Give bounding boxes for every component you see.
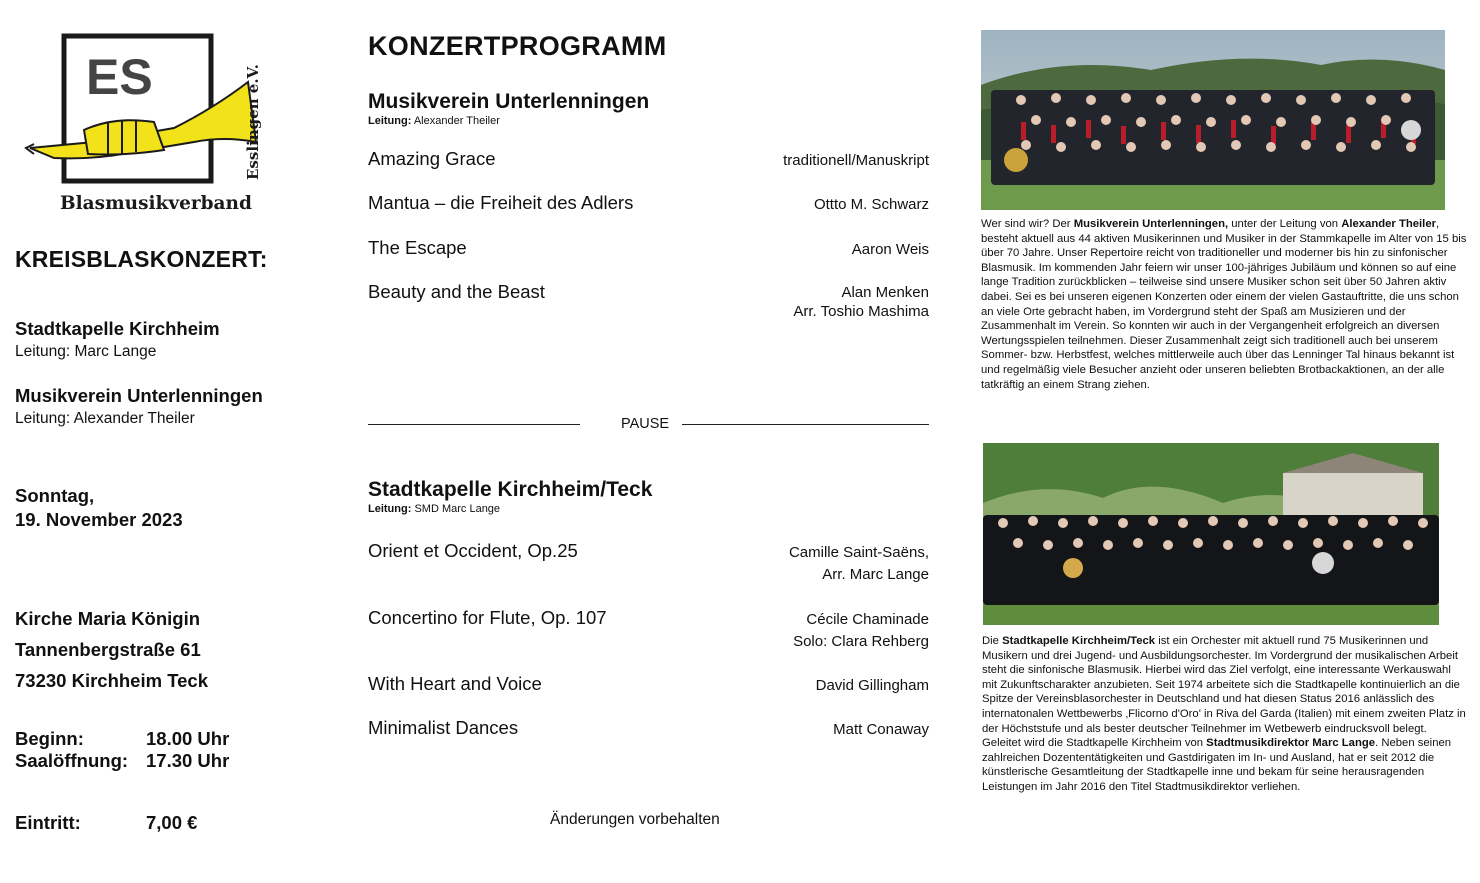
admission	[15, 812, 197, 834]
pause-divider	[368, 414, 929, 436]
concert-date	[15, 484, 183, 532]
date-weekday: Sonntag,	[15, 485, 95, 506]
left-ensemble-2	[15, 385, 263, 428]
venue-street: Tannenbergstraße 61	[15, 639, 201, 660]
venue-city: 73230 Kirchheim Teck	[15, 670, 208, 691]
logo-letters: ES	[86, 49, 153, 105]
saal-value: 17.30 Uhr	[146, 750, 230, 771]
venue-address	[15, 603, 208, 696]
left-ensemble-name: Stadtkapelle Kirchheim	[15, 318, 220, 339]
eintritt-label: Eintritt:	[15, 812, 81, 833]
piece-title: Minimalist Dances	[368, 717, 519, 738]
date-day: 19. November 2023	[15, 509, 183, 530]
eintritt-value: 7,00 €	[146, 812, 198, 833]
program-title: KONZERTPROGRAMM	[368, 31, 667, 61]
beginn-label: Beginn:	[15, 728, 84, 749]
beginn-value: 18.00 Uhr	[146, 728, 230, 749]
part1-leitung: Leitung: Alexander Theiler	[368, 115, 500, 127]
left-ensemble-leader: Leitung: Alexander Theiler	[15, 410, 195, 427]
group-photo-icon	[981, 30, 1445, 210]
pause-line-left	[368, 424, 580, 425]
piece-composer: Aaron Weis	[851, 241, 929, 258]
piece-composer: Camille Saint-Saëns, Arr. Marc Lange	[788, 544, 929, 583]
concert-times	[15, 728, 229, 772]
piece-title: The Escape	[368, 237, 467, 258]
part2-header	[368, 478, 652, 515]
piece-composer: David Gillingham	[815, 677, 929, 694]
blasmusikverband-logo	[24, 30, 274, 215]
piece-title: Beauty and the Beast	[368, 281, 545, 302]
venue-name: Kirche Maria Königin	[15, 608, 201, 629]
part1-header	[368, 90, 649, 127]
logo-vertical-text: Esslingen e.V.	[244, 64, 262, 180]
piece-title: Amazing Grace	[368, 148, 496, 169]
pause-label: PAUSE	[621, 416, 670, 432]
piece-title: With Heart and Voice	[368, 673, 542, 694]
part1-ensemble: Musikverein Unterlenningen	[368, 90, 650, 113]
stadtkapelle-description: Die Stadtkapelle Kirchheim/Teck ist ein Orchester mit aktuell rund 75 Musikerinnen und Musikern und drei Jugend- und Ausbildungsorchester. Im Vordergrund der musikalischen Arbeit steht die sinfonische Blasmusik. Hierbei wird das Ziel verfolgt, eine interessante Werkauswahl mit Zukunftscharakter anzubieten. Seit 1974 arbeitete sich die Stadtkapelle kontinuierlich an die Spitze der Vereinsblasorchester in Deutschland und hat diesen Status 2016 anlässlich des internatonalen Wettbewerbs ‚Flicorno d'Oro' in Riva del Garda (Italien) mit einem zweiten Platz in der Höchststufe und als bester deutscher Teilnehmer im Wetbewerb eindrucksvoll belegt. Geleitet wird die Stadtkapelle Kirchheim von Stadtmusikdirektor Marc Lange. Neben seinen zahlreichen Dozententätigkeiten und Gastdirigaten im In- und Ausland, hat er seit 2012 die künstlerische Gesamtleitung der Stadtkapelle inne und bekam für seine herausragenden Leistungen im Jahr 2016 den Titel Stadtmusikdirektor verliehen.	[982, 635, 1466, 793]
group-photo-icon	[983, 443, 1439, 625]
piece-composer: Alan Menken Arr. Toshio Mashima	[793, 284, 929, 320]
group-photo-stadtkapelle	[983, 443, 1439, 625]
piece-composer: traditionell/Manuskript	[783, 152, 929, 169]
left-ensemble-leader: Leitung: Marc Lange	[15, 343, 157, 360]
part2-ensemble: Stadtkapelle Kirchheim/Teck	[368, 478, 653, 501]
group-photo-musikverein	[981, 30, 1445, 210]
piece-composer: Cécile Chaminade Solo: Clara Rehberg	[793, 611, 929, 650]
left-ensemble-name: Musikverein Unterlenningen	[15, 385, 263, 406]
changes-note: Änderungen vorbehalten	[550, 811, 720, 828]
pause-line-right	[682, 424, 929, 425]
concert-heading: KREISBLASKONZERT:	[15, 246, 268, 272]
piece-composer: Ottto M. Schwarz	[813, 196, 929, 213]
musikverein-description: Wer sind wir? Der Musikverein Unterlenningen, unter der Leitung von Alexander Theiler, besteht aktuell aus 44 aktiven Musikerinnen und Musiker in der Stammkapelle im Alter von 15 bis über 70 Jahre. Unser Repertoire reicht von traditioneller und moderner bis hin zu sinfonischer Blasmusik. Im kommenden Jahr feiern wir unser 100-jähriges Jubiläum und können so auf eine lange Tradition zurückblicken – teilweise sind unsere Musiker schon seit über 50 Jahren aktiv dabei. Sei es bei unseren eigenen Konzerten oder einem der vielen Gastauftritte, die uns schon an viele Orte gebracht haben, im Vordergrund steht der Spaß am Musizieren und der Zusammenhalt im Verein. So konnten wir auch in der Vergangenheit erfolgreich an diversen Wertungsspielen teilnehmen. Dieser Zusammenhalt zeigt sich traditionell auch bei unserem Sommer- bzw. Herbstfest, welches mittlerweile auch über das Lenninger Tal hinaus bekannt ist und regelmäßig viele Besucher anzieht oder unseren beliebten Brotbackaktionen, an der alle tatkräftig an einem Strang ziehen.	[981, 218, 1467, 391]
saal-label: Saalöffnung:	[15, 750, 129, 771]
piece-composer: Matt Conaway	[833, 721, 929, 738]
piece-title: Concertino for Flute, Op. 107	[368, 607, 607, 628]
piece-title: Mantua – die Freiheit des Adlers	[368, 192, 634, 213]
logo-subtitle: Blasmusikverband	[60, 193, 252, 214]
piece-title: Orient et Occident, Op.25	[368, 540, 578, 561]
left-ensemble-1	[15, 318, 220, 361]
part2-leitung: Leitung: SMD Marc Lange	[368, 503, 501, 515]
